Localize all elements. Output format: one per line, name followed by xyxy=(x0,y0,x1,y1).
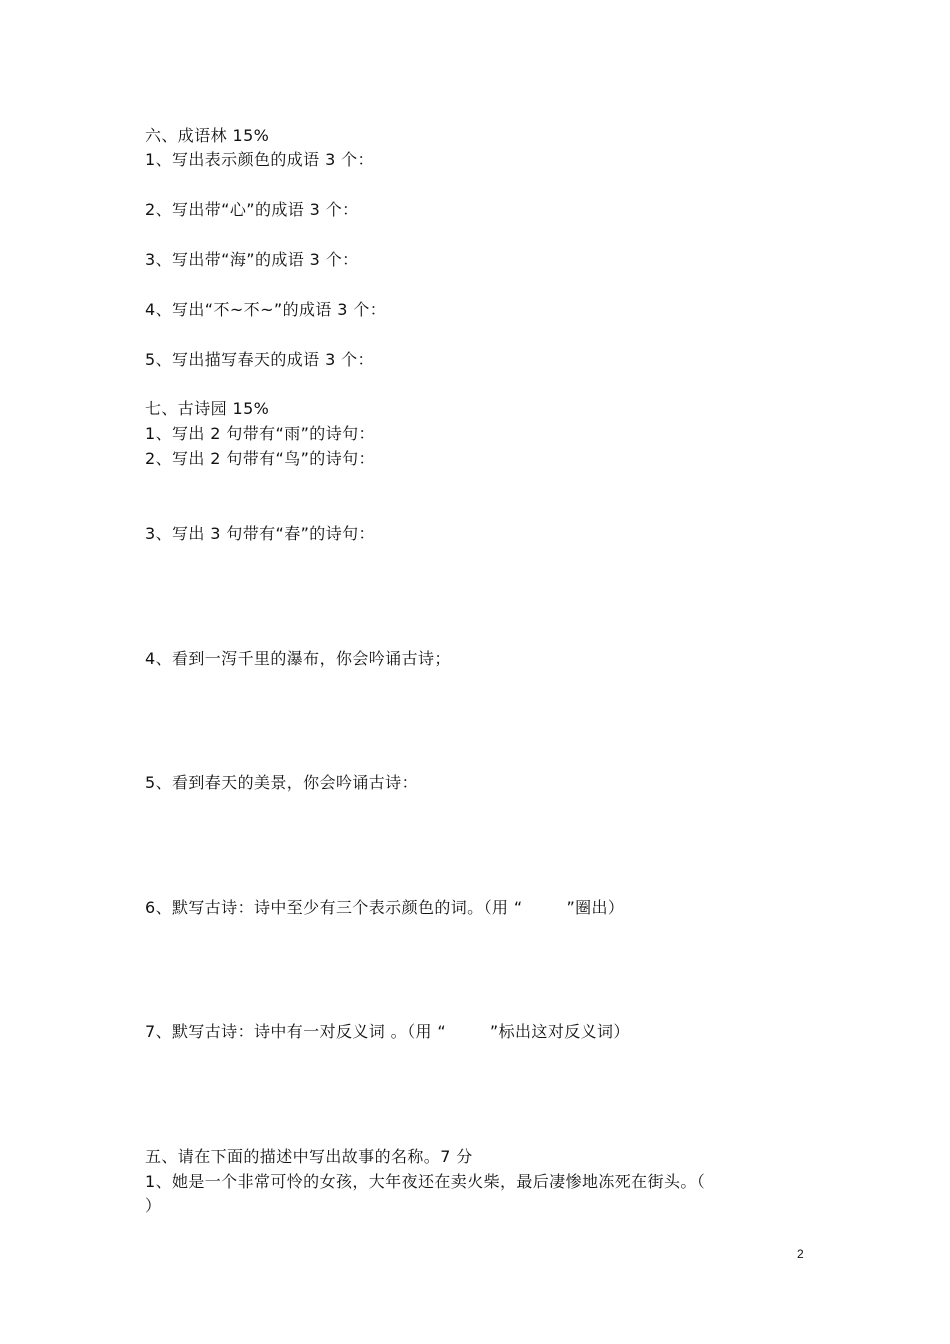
question-idiom-5: 5、写出描写春天的成语 3 个： xyxy=(145,350,374,369)
question-idiom-4: 4、写出“不~不~”的成语 3 个： xyxy=(145,300,387,319)
question-poem-6: 6、默写古诗：诗中至少有三个表示颜色的词。（用 “ ”圈出） xyxy=(145,898,625,917)
question-poem-5: 5、看到春天的美景，你会吟诵古诗： xyxy=(145,773,418,792)
question-idiom-2: 2、写出带“心”的成语 3 个： xyxy=(145,200,359,219)
question-poem-2: 2、写出 2 句带有“鸟”的诗句： xyxy=(145,449,375,468)
question-story-1: 1、她是一个非常可怜的女孩，大年夜还在卖火柴，最后凄惨地冻死在街头。（ xyxy=(145,1172,706,1191)
question-idiom-3: 3、写出带“海”的成语 3 个： xyxy=(145,250,359,269)
question-story-1-close: ） xyxy=(145,1196,162,1215)
page-number: 2 xyxy=(797,1247,804,1261)
section-heading-idioms: 六、成语林 15% xyxy=(145,126,270,145)
question-idiom-1: 1、写出表示颜色的成语 3 个： xyxy=(145,150,374,169)
question-poem-1: 1、写出 2 句带有“雨”的诗句： xyxy=(145,424,375,443)
section-heading-stories: 五、请在下面的描述中写出故事的名称。7 分 xyxy=(145,1147,473,1166)
question-poem-4: 4、看到一泻千里的瀑布，你会吟诵古诗； xyxy=(145,649,451,668)
question-poem-3: 3、写出 3 句带有“春”的诗句： xyxy=(145,524,375,543)
question-poem-7: 7、默写古诗：诗中有一对反义词 。（用 “ ”标出这对反义词） xyxy=(145,1022,630,1041)
section-heading-poems: 七、古诗园 15% xyxy=(145,399,270,418)
